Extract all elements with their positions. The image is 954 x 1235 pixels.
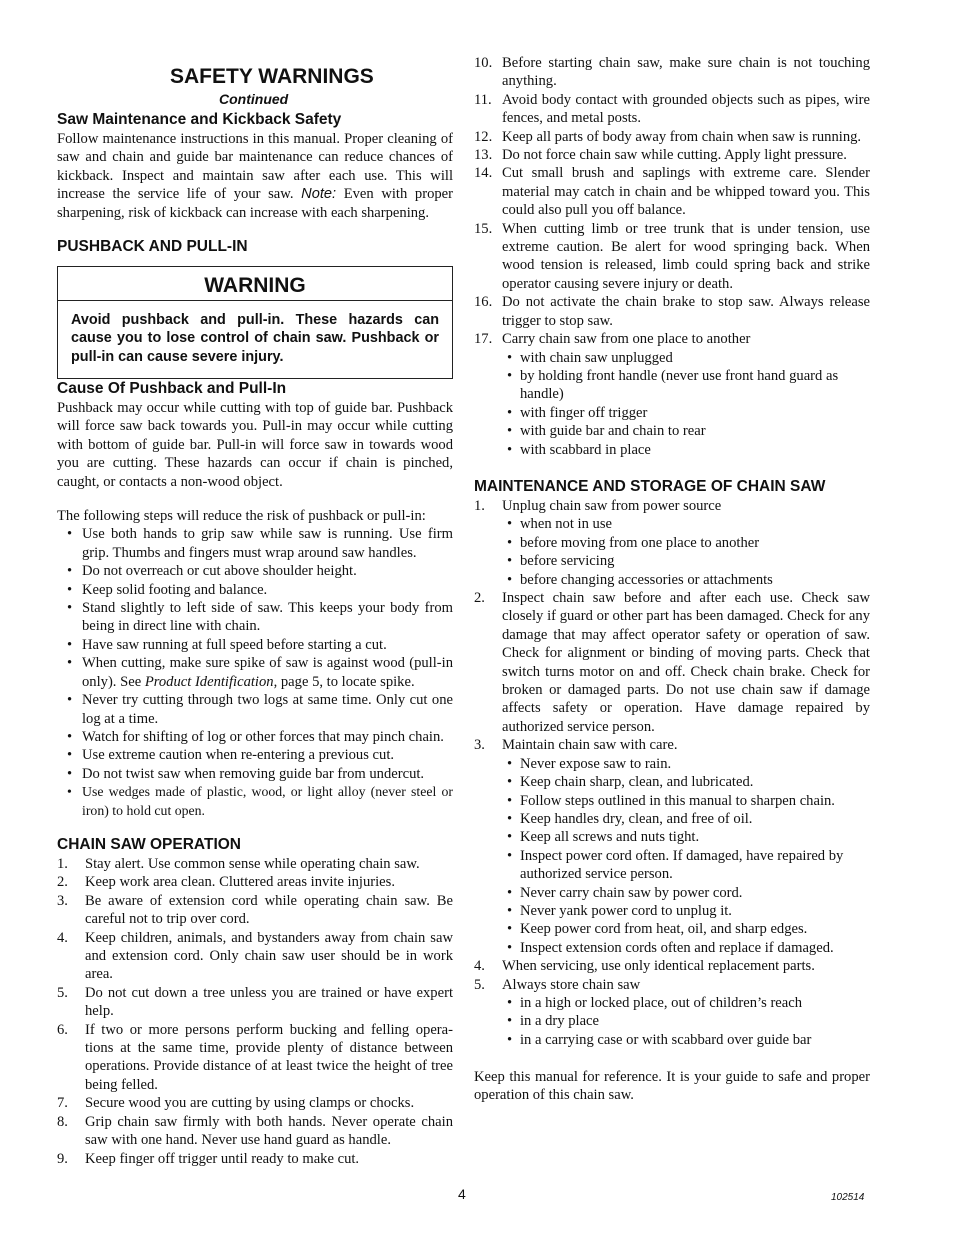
care-bullets bbox=[502, 755, 870, 957]
list-item: 6. If two or more persons perform bucking and felling opera-tions at the same time, provide plenty of distance between operations. Provide distance of at least twice the height of tree being felled. bbox=[57, 1021, 453, 1093]
list-item: • Watch for shifting of log or other forces that may pinch chain. bbox=[57, 728, 453, 746]
storage-list bbox=[474, 497, 870, 1049]
closing-text: Keep this manual for reference. It is your guide to safe and proper operation of this chain saw. bbox=[474, 1069, 870, 1104]
carry-bullets bbox=[502, 349, 870, 459]
list-item: • Do not overreach or cut above shoulder height. bbox=[57, 562, 453, 580]
list-item: 2. Inspect chain saw before and after each use. Check saw closely if guard or other part has been damaged. Check for any damage that may affect operator safety or operation of saw. Check for alignment or binding of moving parts. Check that switch turns motor on and off. Check chain brake. Check for broken or damaged parts. Do not use chain saw if damage affects safety or operation. Have damage repaired by authorized service person. bbox=[474, 590, 870, 735]
operation-heading: CHAIN SAW OPERATION bbox=[57, 836, 241, 853]
list-item: • Use both hands to grip saw while saw is running. Use firm grip. Thumbs and fingers must wrap around saw handles. bbox=[57, 525, 453, 562]
list-item: • Never carry chain saw by power cord. bbox=[502, 884, 870, 902]
list-item: • before changing accessories or attachments bbox=[502, 571, 870, 589]
list-item: • When cutting, make sure spike of saw is against wood (pull-in only). See Product Identification, page 5, to locate spike. bbox=[57, 654, 453, 691]
list-item: • Keep chain sharp, clean, and lubricated. bbox=[502, 773, 870, 791]
list-item: • Stand slightly to left side of saw. This keeps your body from being in direct line with chain. bbox=[57, 599, 453, 636]
list-item: • Keep solid footing and balance. bbox=[57, 581, 453, 599]
list-item: • with finger off trigger bbox=[502, 404, 870, 422]
cause-heading: Cause Of Pushback and Pull-In bbox=[57, 380, 287, 397]
storage-heading: MAINTENANCE AND STORAGE OF CHAIN SAW bbox=[474, 478, 826, 495]
list-item: 1. Unplug chain saw from power source • when not in use • before moving from one place to another • before servicing • before changing accessories or attachments bbox=[474, 497, 870, 589]
list-item: 13. Do not force chain saw while cutting. Apply light pressure. bbox=[474, 147, 847, 164]
list-item: • in a high or locked place, out of children’s reach bbox=[502, 994, 870, 1012]
list-item: • Have saw running at full speed before starting a cut. bbox=[57, 636, 453, 654]
list-item: • Keep handles dry, clean, and free of oil. bbox=[502, 810, 870, 828]
list-item: 8. Grip chain saw firmly with both hands. Never operate chain saw with one hand. Never use hand guard as handle. bbox=[57, 1113, 453, 1149]
list-item: • Follow steps outlined in this manual to sharpen chain. bbox=[502, 792, 870, 810]
operation-list-part1 bbox=[57, 855, 453, 1168]
pushback-steps-list bbox=[57, 525, 453, 820]
list-item: • before servicing bbox=[502, 552, 870, 570]
list-item: • in a carrying case or with scabbard over guide bar bbox=[502, 1031, 870, 1049]
list-item: 9. Keep finger off trigger until ready to make cut. bbox=[57, 1150, 360, 1167]
list-item: • Inspect power cord often. If damaged, have repaired by authorized service person. bbox=[502, 847, 870, 884]
list-item: 4. Keep children, animals, and bystanders away from chain saw and extension cord. Only chain saw user should be in work area. bbox=[57, 929, 453, 983]
list-item: • Never try cutting through two logs at same time. Only cut one log at a time. bbox=[57, 691, 453, 728]
pushback-heading: PUSHBACK AND PULL-IN bbox=[57, 238, 248, 255]
list-item: • Do not twist saw when removing guide bar from undercut. bbox=[57, 765, 453, 783]
list-item: • with chain saw unplugged bbox=[502, 349, 870, 367]
list-item: 14. Cut small brush and saplings with extreme care. Slender material may catch in chain and be whipped toward you. This could also pull you off balance. bbox=[474, 165, 870, 219]
document-code: 102514 bbox=[831, 1192, 865, 1203]
product-identification-ref: Product Identification bbox=[144, 673, 274, 690]
list-item: 5. Always store chain saw • in a high or locked place, out of children’s reach • in a dry place • in a carrying case or with scabbard over guide bar bbox=[474, 976, 870, 1050]
page-title: SAFETY WARNINGS bbox=[170, 65, 374, 88]
list-item: 3. Maintain chain saw with care. • Never expose saw to rain. • Keep chain sharp, clean, and lubricated. • Follow steps outlined in this manual to sharpen chain. • Keep handles dry, clean, and free of oil. • Keep all screws and nuts tight. • Inspect power cord often. If damaged, have repaired by authorized service person. • Never carry chain saw by power cord. • Never yank power cord to unplug it. • Keep power cord from heat, oil, and sharp edges. • Inspect extension cords often and replace if damaged. bbox=[474, 736, 870, 957]
list-item: • with guide bar and chain to rear bbox=[502, 422, 870, 440]
list-item: 2. Keep work area clean. Cluttered areas invite injuries. bbox=[57, 874, 395, 891]
list-item: 17. Carry chain saw from one place to another • with chain saw unplugged • by holding front handle (never use front hand guard as handle) • with finger off trigger • with guide bar and chain to rear • with scabbard in place bbox=[474, 330, 870, 459]
saw-maintenance-heading: Saw Maintenance and Kickback Safety bbox=[57, 111, 342, 128]
list-item: • when not in use bbox=[502, 515, 870, 533]
list-item: • in a dry place bbox=[502, 1012, 870, 1030]
list-item: • Use wedges made of plastic, wood, or light alloy (never steel or iron) to hold cut open. bbox=[57, 783, 453, 820]
list-item: • with scabbard in place bbox=[502, 441, 870, 459]
steps-intro: The following steps will reduce the risk of pushback or pull-in: bbox=[57, 508, 426, 525]
list-item: • Use extreme caution when re-entering a previous cut. bbox=[57, 746, 453, 764]
list-item: 1. Stay alert. Use common sense while operating chain saw. bbox=[57, 856, 420, 872]
warning-text: Avoid pushback and pull-in. These hazards can cause you to lose control of chain saw. Pushback or pull-in can cause severe injury. bbox=[71, 312, 439, 365]
list-item: • by holding front handle (never use front hand guard as handle) bbox=[502, 367, 870, 404]
saw-maintenance-text: Follow maintenance instructions in this manual. Proper cleaning of saw and chain and guide bar maintenance can reduce chances of kickback. Inspect and maintain saw after each use. This will increase the service life of your saw. Note: Even with proper sharpening, risk of kickback can increase with each sharpening. bbox=[57, 131, 453, 221]
warning-title: WARNING bbox=[58, 267, 452, 301]
list-item: • before moving from one place to another bbox=[502, 534, 870, 552]
cause-text: Pushback may occur while cutting with top of guide bar. Pushback will force saw back towards you. Pull-in may occur while cutting with bottom of guide bar. Pull-in will force saw in towards wood you are cutting. These hazards can occur if chain is pinched, caught, or contacts a non-wood object. bbox=[57, 400, 453, 490]
page-header bbox=[57, 64, 517, 108]
list-item: 7. Secure wood you are cutting by using clamps or chocks. bbox=[57, 1095, 415, 1112]
list-item: • Inspect extension cords often and replace if damaged. bbox=[502, 939, 870, 957]
list-item: 16. Do not activate the chain brake to stop saw. Always release trigger to stop saw. bbox=[474, 294, 870, 329]
continued-label: Continued bbox=[219, 91, 289, 107]
list-item: • Keep all screws and nuts tight. bbox=[502, 828, 870, 846]
unplug-bullets bbox=[502, 515, 870, 589]
list-item: • Never expose saw to rain. bbox=[502, 755, 870, 773]
list-item: 15. When cutting limb or tree trunk that is under tension, use extreme caution. Be alert for wood springing back. When wood tension is released, limb could spring back and strike operator causing severe injury or death. bbox=[474, 220, 870, 292]
list-item: 5. Do not cut down a tree unless you are trained or have expert help. bbox=[57, 984, 453, 1020]
list-item: 3. Be aware of extension cord while operating chain saw. Be careful not to trip over cord. bbox=[57, 892, 453, 928]
list-item: 12. Keep all parts of body away from chain when saw is running. bbox=[474, 128, 862, 145]
warning-box bbox=[57, 266, 453, 379]
list-item: • Keep power cord from heat, oil, and sharp edges. bbox=[502, 920, 870, 938]
store-bullets bbox=[502, 994, 870, 1049]
list-item: • Never yank power cord to unplug it. bbox=[502, 902, 870, 920]
list-item: 4. When servicing, use only identical replacement parts. bbox=[474, 958, 815, 975]
list-item: 11. Avoid body contact with grounded objects such as pipes, wire fences, and metal posts. bbox=[474, 91, 870, 127]
page-number: 4 bbox=[458, 1186, 466, 1202]
list-item: 10. Before starting chain saw, make sure chain is not touching anything. bbox=[474, 55, 870, 90]
operation-list-part2 bbox=[474, 54, 870, 459]
